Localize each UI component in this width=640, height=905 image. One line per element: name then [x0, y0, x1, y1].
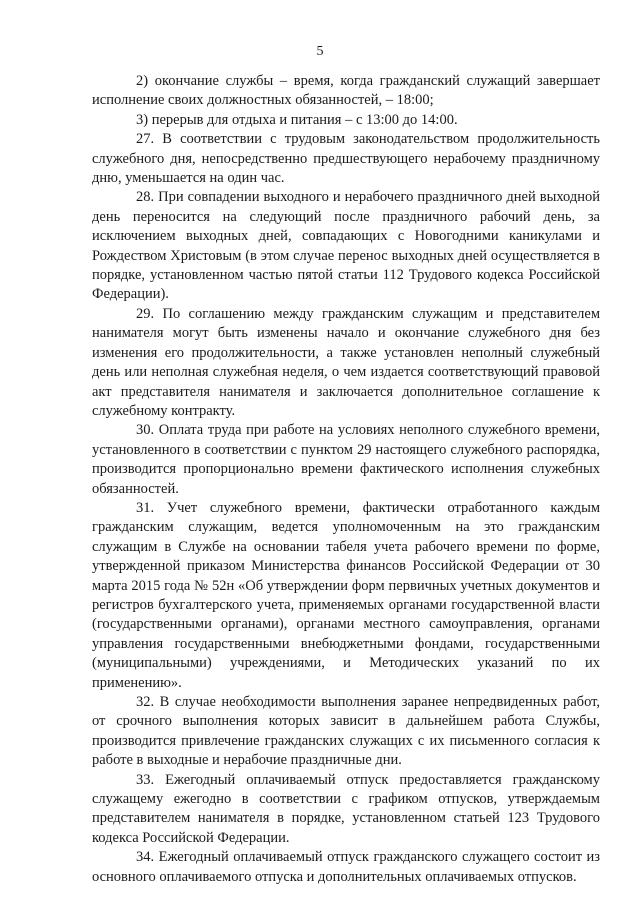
paragraph-28: 28. При совпадении выходного и нерабочего праздничного дней выходной день переносится на следующий после праздничного рабочий день, за исключением выходных дней, совпадающих с Новогодними каникулами и Рождеством Христовым (в этом случае перенос выходных дней осуществляется в порядке, установленном частью пятой статьи 112 Трудового кодекса Российской Федерации). — [92, 189, 600, 303]
paragraph-31: 31. Учет служебного времени, фактически отработанного каждым гражданским служащим, ведется уполномоченным на это гражданским служащим в Службе на основании табеля учета рабочего времени по форме, утвержденной приказом Министерства финансов Российской Федерации от 30 марта 2015 года № 52н «Об утверждении форм первичных учетных документов и регистров бухгалтерского учета, применяемых органами государственной власти (государственными органами), органами местного самоуправления, органами управления государственными внебюджетными фондами, государственными (муниципальными) учреждениями, и Методических указаний по их применению». — [92, 499, 600, 691]
paragraph-27: 27. В соответствии с трудовым законодательством продолжительность служебного дня, непосредственно предшествующего нерабочему праздничному дню, уменьшается на один час. — [92, 131, 600, 187]
paragraph-32: 32. В случае необходимости выполнения заранее непредвиденных работ, от срочного выполнения которых зависит в дальнейшем работа Службы, производится привлечение гражданских служащих с их письменного согласия к работе в выходные и нерабочие праздничные дни. — [92, 694, 600, 769]
page-number: 5 — [316, 44, 324, 59]
paragraph-3-lunch-break: 3) перерыв для отдыха и питания – с 13:00 до 14:00. — [136, 111, 458, 128]
paragraph-29: 29. По соглашению между гражданским служащим и представителем нанимателя могут быть изменены начало и окончание служебного дня без изменения его продолжительности, а также установлен неполный служебный день или неполная служебная неделя, о чем издается соответствующий правовой акт представителя нанимателя и заключается дополнительное соглашение к служебному контракту. — [92, 305, 600, 419]
document-body — [92, 72, 600, 887]
paragraph-30: 30. Оплата труда при работе на условиях неполного служебного времени, установленного в соответствии с пунктом 29 настоящего служебного распорядка, производится пропорционально времени фактического исполнения служебных обязанностей. — [92, 422, 600, 497]
paragraph-34: 34. Ежегодный оплачиваемый отпуск гражданского служащего состоит из основного оплачиваемого отпуска и дополнительных оплачиваемых отпусков. — [92, 849, 600, 885]
paragraph-33: 33. Ежегодный оплачиваемый отпуск предоставляется гражданскому служащему ежегодно в соответствии с графиком отпусков, утверждаемым представителем нанимателя в порядке, установленном статьей 123 Трудового кодекса Российской Федерации. — [92, 771, 600, 846]
paragraph-2-end-of-service: 2) окончание службы – время, когда гражданский служащий завершает исполнение своих должностных обязанностей, – 18:00; — [92, 73, 600, 109]
